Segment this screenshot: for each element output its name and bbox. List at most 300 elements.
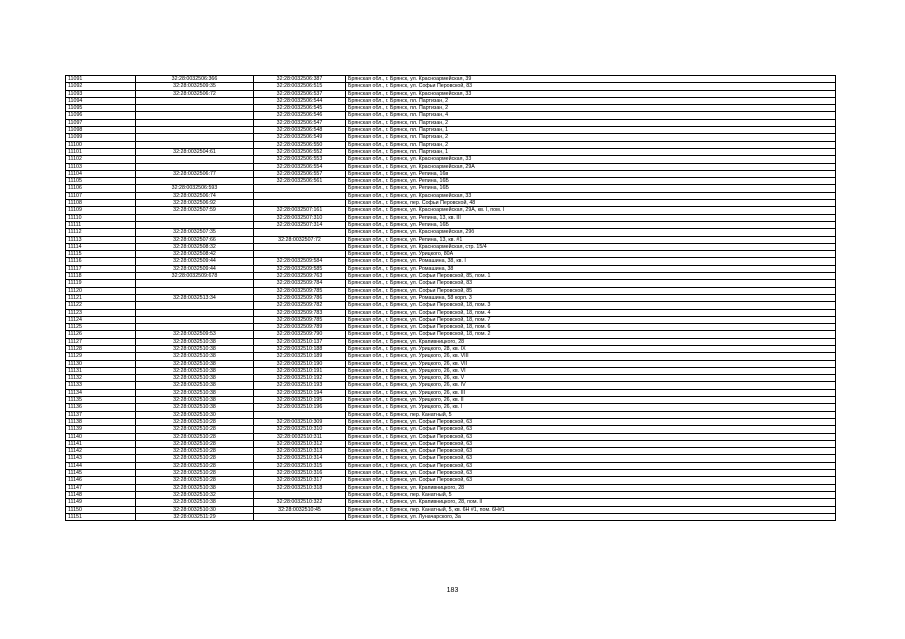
row-number-cell: 11126	[66, 331, 136, 338]
table-row	[66, 448, 836, 455]
building-cadastral-number-cell: 32:28:0032510:190	[254, 360, 346, 367]
land-cadastral-number-cell: 32:28:0032510:38	[136, 353, 254, 360]
table-row	[66, 360, 836, 367]
land-cadastral-number-cell: 32:28:0032510:28	[136, 455, 254, 462]
table-row	[66, 375, 836, 382]
land-cadastral-number-cell: 32:28:0032506:92	[136, 200, 254, 207]
land-cadastral-number-cell: 32:28:0032510:38	[136, 338, 254, 345]
land-cadastral-number-cell: 32:28:0032506:593	[136, 185, 254, 192]
building-cadastral-number-cell: 32:28:0032510:316	[254, 470, 346, 477]
building-cadastral-number-cell: 32:28:0032510:189	[254, 353, 346, 360]
row-number-cell: 11127	[66, 338, 136, 345]
address-cell: Брянская обл., г. Брянск, пер. Софьи Перовской, 48	[346, 200, 836, 207]
address-cell: Брянская обл., г. Брянск, ул. Софьи Перовской, 63	[346, 470, 836, 477]
building-cadastral-number-cell: 32:28:0032510:322	[254, 499, 346, 506]
building-cadastral-number-cell: 32:28:0032507:314	[254, 221, 346, 228]
address-cell: Брянская обл., г. Брянск, ул. Софьи Перовской, 18, пом. 2	[346, 331, 836, 338]
land-cadastral-number-cell: 32:28:0032513:34	[136, 294, 254, 301]
row-number-cell: 11102	[66, 156, 136, 163]
row-number-cell: 11097	[66, 119, 136, 126]
building-cadastral-number-cell	[254, 411, 346, 418]
row-number-cell: 11094	[66, 97, 136, 104]
land-cadastral-number-cell: 32:28:0032510:30	[136, 411, 254, 418]
building-cadastral-number-cell: 32:28:0032506:546	[254, 112, 346, 119]
table-row	[66, 484, 836, 491]
table-row	[66, 236, 836, 243]
table-row	[66, 397, 836, 404]
row-number-cell: 11096	[66, 112, 136, 119]
building-cadastral-number-cell: 32:28:0032509:782	[254, 302, 346, 309]
table-row	[66, 309, 836, 316]
table-row	[66, 433, 836, 440]
building-cadastral-number-cell: 32:28:0032510:313	[254, 448, 346, 455]
table-row	[66, 418, 836, 425]
building-cadastral-number-cell: 32:28:0032510:194	[254, 389, 346, 396]
row-number-cell: 11101	[66, 148, 136, 155]
address-cell: Брянская обл., г. Брянск, ул. Софьи Перовской, 63	[346, 455, 836, 462]
land-cadastral-number-cell: 32:28:0032509:35	[136, 83, 254, 90]
row-number-cell: 11135	[66, 397, 136, 404]
table-row	[66, 353, 836, 360]
building-cadastral-number-cell: 32:28:0032506:544	[254, 97, 346, 104]
table-row	[66, 83, 836, 90]
building-cadastral-number-cell: 32:28:0032509:786	[254, 294, 346, 301]
land-cadastral-number-cell: 32:28:0032508:32	[136, 243, 254, 250]
land-cadastral-number-cell: 32:28:0032509:44	[136, 265, 254, 272]
building-cadastral-number-cell: 32:28:0032510:309	[254, 418, 346, 425]
address-cell: Брянская обл., г. Брянск, ул. Софьи Перовской, 63	[346, 477, 836, 484]
land-cadastral-number-cell: 32:28:0032510:28	[136, 470, 254, 477]
address-cell: Брянская обл., г. Брянск, ул. Репина, 13, кв. III	[346, 214, 836, 221]
row-number-cell: 11149	[66, 499, 136, 506]
address-cell: Брянская обл., г. Брянск, ул. Репина, 16Б	[346, 178, 836, 185]
table-row	[66, 214, 836, 221]
row-number-cell: 11095	[66, 105, 136, 112]
land-cadastral-number-cell: 32:28:0032504:61	[136, 148, 254, 155]
row-number-cell: 11139	[66, 426, 136, 433]
address-cell: Брянская обл., г. Брянск, ул. Софьи Перовской, 18, пом. 6	[346, 324, 836, 331]
building-cadastral-number-cell: 32:28:0032506:550	[254, 141, 346, 148]
address-cell: Брянская обл., г. Брянск, ул. Софьи Перовской, 63	[346, 433, 836, 440]
row-number-cell: 11106	[66, 185, 136, 192]
row-number-cell: 11146	[66, 477, 136, 484]
row-number-cell: 11118	[66, 273, 136, 280]
row-number-cell: 11098	[66, 127, 136, 134]
address-cell: Брянская обл., г. Брянск, ул. Урицкого, 26, кв. VI	[346, 367, 836, 374]
building-cadastral-number-cell: 32:28:0032506:515	[254, 83, 346, 90]
table-row	[66, 513, 836, 520]
row-number-cell: 11133	[66, 382, 136, 389]
row-number-cell: 11105	[66, 178, 136, 185]
table-row	[66, 455, 836, 462]
table-row	[66, 338, 836, 345]
address-cell: Брянская обл., г. Брянск, пл. Партизан, 1	[346, 148, 836, 155]
row-number-cell: 11110	[66, 214, 136, 221]
address-cell: Брянская обл., г. Брянск, ул. Ромашина, 38, кв. I	[346, 258, 836, 265]
row-number-cell: 11119	[66, 280, 136, 287]
address-cell: Брянская обл., г. Брянск, пл. Партизан, 2	[346, 119, 836, 126]
land-cadastral-number-cell	[136, 221, 254, 228]
address-cell: Брянская обл., г. Брянск, ул. Красноармейская, 29б	[346, 229, 836, 236]
land-cadastral-number-cell: 32:28:0032507:59	[136, 207, 254, 214]
address-cell: Брянская обл., г. Брянск, ул. Урицкого, 26, кв. III	[346, 389, 836, 396]
table-row	[66, 411, 836, 418]
table-row	[66, 192, 836, 199]
table-row	[66, 331, 836, 338]
address-cell: Брянская обл., г. Брянск, пл. Партизан, 2	[346, 141, 836, 148]
table-row	[66, 156, 836, 163]
table-row	[66, 345, 836, 352]
land-cadastral-number-cell: 32:28:0032510:32	[136, 491, 254, 498]
land-cadastral-number-cell: 32:28:0032510:38	[136, 499, 254, 506]
land-cadastral-number-cell	[136, 156, 254, 163]
land-cadastral-number-cell: 32:28:0032508:42	[136, 251, 254, 258]
table-row	[66, 389, 836, 396]
row-number-cell: 11093	[66, 90, 136, 97]
building-cadastral-number-cell: 32:28:0032510:315	[254, 462, 346, 469]
address-cell: Брянская обл., г. Брянск, ул. Луначарского, 3а	[346, 513, 836, 520]
table-row	[66, 302, 836, 309]
row-number-cell: 11104	[66, 170, 136, 177]
building-cadastral-number-cell: 32:28:0032509:785	[254, 316, 346, 323]
address-cell: Брянская обл., г. Брянск, ул. Софьи Перовской, 18, пом. 7	[346, 316, 836, 323]
land-cadastral-number-cell	[136, 105, 254, 112]
address-cell: Брянская обл., г. Брянск, ул. Репина, 16Б	[346, 221, 836, 228]
row-number-cell: 11132	[66, 375, 136, 382]
building-cadastral-number-cell: 32:28:0032507:310	[254, 214, 346, 221]
row-number-cell: 11125	[66, 324, 136, 331]
building-cadastral-number-cell: 32:28:0032510:318	[254, 484, 346, 491]
building-cadastral-number-cell	[254, 491, 346, 498]
land-cadastral-number-cell	[136, 309, 254, 316]
row-number-cell: 11138	[66, 418, 136, 425]
row-number-cell: 11117	[66, 265, 136, 272]
table-row	[66, 207, 836, 214]
page-number: 183	[446, 587, 459, 594]
row-number-cell: 11151	[66, 513, 136, 520]
address-cell: Брянская обл., г. Брянск, ул. Урицкого, 26, кв. II	[346, 397, 836, 404]
address-cell: Брянская обл., г. Брянск, пер. Канатный, 5	[346, 491, 836, 498]
table-row	[66, 170, 836, 177]
land-cadastral-number-cell: 32:28:0032510:38	[136, 345, 254, 352]
table-row	[66, 243, 836, 250]
land-cadastral-number-cell: 32:28:0032509:53	[136, 331, 254, 338]
building-cadastral-number-cell: 32:28:0032506:553	[254, 156, 346, 163]
land-cadastral-number-cell: 32:28:0032510:38	[136, 389, 254, 396]
table-row	[66, 462, 836, 469]
address-cell: Брянская обл., г. Брянск, ул. Софьи Перовской, 83	[346, 280, 836, 287]
table-row	[66, 200, 836, 207]
row-number-cell: 11100	[66, 141, 136, 148]
address-cell: Брянская обл., г. Брянск, пл. Партизан, 2	[346, 97, 836, 104]
row-number-cell: 11122	[66, 302, 136, 309]
land-cadastral-number-cell	[136, 127, 254, 134]
address-cell: Брянская обл., г. Брянск, ул. Софьи Перовской, 63	[346, 440, 836, 447]
land-cadastral-number-cell	[136, 280, 254, 287]
land-cadastral-number-cell: 32:28:0032510:28	[136, 426, 254, 433]
row-number-cell: 11134	[66, 389, 136, 396]
row-number-cell: 11092	[66, 83, 136, 90]
building-cadastral-number-cell: 32:28:0032506:547	[254, 119, 346, 126]
table-row	[66, 119, 836, 126]
address-cell: Брянская обл., г. Брянск, ул. Крапивницкого, 28	[346, 338, 836, 345]
address-cell: Брянская обл., г. Брянск, ул. Красноармейская, стр. 15/4	[346, 243, 836, 250]
land-cadastral-number-cell: 32:28:0032510:38	[136, 375, 254, 382]
row-number-cell: 11103	[66, 163, 136, 170]
address-cell: Брянская обл., г. Брянск, ул. Репина, 13, кв. #1	[346, 236, 836, 243]
address-cell: Брянская обл., г. Брянск, ул. Красноармейская, 33	[346, 90, 836, 97]
table-row	[66, 491, 836, 498]
building-cadastral-number-cell: 32:28:0032509:763	[254, 273, 346, 280]
address-cell: Брянская обл., г. Брянск, ул. Софьи Перовской, 63	[346, 462, 836, 469]
building-cadastral-number-cell: 32:28:0032506:548	[254, 127, 346, 134]
building-cadastral-number-cell	[254, 251, 346, 258]
row-number-cell: 11129	[66, 353, 136, 360]
land-cadastral-number-cell: 32:28:0032510:28	[136, 462, 254, 469]
table-row	[66, 477, 836, 484]
table-row	[66, 273, 836, 280]
table-row	[66, 105, 836, 112]
land-cadastral-number-cell	[136, 141, 254, 148]
land-cadastral-number-cell	[136, 178, 254, 185]
table-row	[66, 258, 836, 265]
table-row	[66, 265, 836, 272]
land-cadastral-number-cell: 32:28:0032507:66	[136, 236, 254, 243]
table-row	[66, 426, 836, 433]
land-cadastral-number-cell	[136, 302, 254, 309]
building-cadastral-number-cell: 32:28:0032506:545	[254, 105, 346, 112]
land-cadastral-number-cell: 32:28:0032506:72	[136, 90, 254, 97]
row-number-cell: 11150	[66, 506, 136, 513]
building-cadastral-number-cell: 32:28:0032507:72	[254, 236, 346, 243]
land-cadastral-number-cell	[136, 119, 254, 126]
address-cell: Брянская обл., г. Брянск, ул. Красноармейская, 33	[346, 156, 836, 163]
building-cadastral-number-cell: 32:28:0032510:45	[254, 506, 346, 513]
table-row	[66, 148, 836, 155]
row-number-cell: 11123	[66, 309, 136, 316]
address-cell: Брянская обл., г. Брянск, ул. Крапивницкого, 28	[346, 484, 836, 491]
row-number-cell: 11112	[66, 229, 136, 236]
address-cell: Брянская обл., г. Брянск, пл. Партизан, 2	[346, 105, 836, 112]
table-row	[66, 280, 836, 287]
building-cadastral-number-cell: 32:28:0032510:314	[254, 455, 346, 462]
building-cadastral-number-cell: 32:28:0032510:137	[254, 338, 346, 345]
address-cell: Брянская обл., г. Брянск, ул. Урицкого, 26, кв. IV	[346, 382, 836, 389]
table-row	[66, 404, 836, 411]
row-number-cell: 11137	[66, 411, 136, 418]
table-row	[66, 506, 836, 513]
land-cadastral-number-cell: 32:28:0032507:35	[136, 229, 254, 236]
building-cadastral-number-cell: 32:28:0032509:790	[254, 331, 346, 338]
building-cadastral-number-cell: 32:28:0032506:387	[254, 76, 346, 83]
address-cell: Брянская обл., г. Брянск, ул. Крапивницкого, 28, пом. II	[346, 499, 836, 506]
building-cadastral-number-cell: 32:28:0032506:557	[254, 170, 346, 177]
table-row	[66, 112, 836, 119]
land-cadastral-number-cell	[136, 324, 254, 331]
building-cadastral-number-cell: 32:28:0032509:584	[254, 258, 346, 265]
building-cadastral-number-cell	[254, 192, 346, 199]
address-cell: Брянская обл., г. Брянск, ул. Репина, 16Б	[346, 185, 836, 192]
address-cell: Брянская обл., г. Брянск, ул. Софьи Перовской, 83	[346, 83, 836, 90]
row-number-cell: 11142	[66, 448, 136, 455]
building-cadastral-number-cell: 32:28:0032506:549	[254, 134, 346, 141]
land-cadastral-number-cell: 32:28:0032510:38	[136, 382, 254, 389]
row-number-cell: 11099	[66, 134, 136, 141]
building-cadastral-number-cell	[254, 513, 346, 520]
row-number-cell: 11136	[66, 404, 136, 411]
building-cadastral-number-cell	[254, 185, 346, 192]
building-cadastral-number-cell: 32:28:0032509:789	[254, 324, 346, 331]
land-cadastral-number-cell: 32:28:0032506:366	[136, 76, 254, 83]
address-cell: Брянская обл., г. Брянск, ул. Урицкого, 26, кв. VII	[346, 360, 836, 367]
land-cadastral-number-cell: 32:28:0032511:29	[136, 513, 254, 520]
building-cadastral-number-cell: 32:28:0032510:312	[254, 440, 346, 447]
row-number-cell: 11108	[66, 200, 136, 207]
land-cadastral-number-cell: 32:28:0032506:77	[136, 170, 254, 177]
table-row	[66, 470, 836, 477]
table-row	[66, 141, 836, 148]
building-cadastral-number-cell: 32:28:0032510:188	[254, 345, 346, 352]
building-cadastral-number-cell: 32:28:0032510:192	[254, 375, 346, 382]
address-cell: Брянская обл., г. Брянск, ул. Урицкого, 26, кв. VIII	[346, 353, 836, 360]
table-row	[66, 294, 836, 301]
address-cell: Брянская обл., г. Брянск, ул. Софьи Перовской, 85	[346, 287, 836, 294]
table-row	[66, 440, 836, 447]
building-cadastral-number-cell: 32:28:0032506:561	[254, 178, 346, 185]
row-number-cell: 11109	[66, 207, 136, 214]
table-row	[66, 382, 836, 389]
land-cadastral-number-cell: 32:28:0032506:74	[136, 192, 254, 199]
row-number-cell: 11148	[66, 491, 136, 498]
land-cadastral-number-cell: 32:28:0032510:38	[136, 404, 254, 411]
building-cadastral-number-cell: 32:28:0032509:784	[254, 280, 346, 287]
table-row	[66, 97, 836, 104]
address-cell: Брянская обл., г. Брянск, ул. Ромашина, 38	[346, 265, 836, 272]
row-number-cell: 11131	[66, 367, 136, 374]
land-cadastral-number-cell: 32:28:0032510:28	[136, 418, 254, 425]
address-cell: Брянская обл., г. Брянск, ул. Урицкого, 28, кв. IX	[346, 345, 836, 352]
address-cell: Брянская обл., г. Брянск, ул. Красноармейская, 29А	[346, 163, 836, 170]
address-cell: Брянская обл., г. Брянск, ул. Ромашина, 58 корп. 3	[346, 294, 836, 301]
address-cell: Брянская обл., г. Брянск, ул. Репина, 16в	[346, 170, 836, 177]
land-cadastral-number-cell: 32:28:0032510:30	[136, 506, 254, 513]
address-cell: Брянская обл., г. Брянск, пер. Канатный, 5	[346, 411, 836, 418]
building-cadastral-number-cell: 32:28:0032510:195	[254, 397, 346, 404]
row-number-cell: 11107	[66, 192, 136, 199]
table-row	[66, 499, 836, 506]
address-cell: Брянская обл., г. Брянск, ул. Красноармейская, 29А, кв. I, пом. I	[346, 207, 836, 214]
address-cell: Брянская обл., г. Брянск, ул. Красноармейская, 39	[346, 76, 836, 83]
address-cell: Брянская обл., г. Брянск, ул. Софьи Перовской, 85, пом. 1	[346, 273, 836, 280]
land-cadastral-number-cell: 32:28:0032509:44	[136, 258, 254, 265]
register-table-body	[66, 76, 836, 521]
address-cell: Брянская обл., г. Брянск, пл. Партизан, 4	[346, 112, 836, 119]
row-number-cell: 11147	[66, 484, 136, 491]
building-cadastral-number-cell	[254, 229, 346, 236]
table-row	[66, 367, 836, 374]
address-cell: Брянская обл., г. Брянск, ул. Урицкого, 80А	[346, 251, 836, 258]
table-row	[66, 178, 836, 185]
table-row	[66, 163, 836, 170]
address-cell: Брянская обл., г. Брянск, пер. Канатный, 5, кв. 6Н #1, пом. 6Н#1	[346, 506, 836, 513]
building-cadastral-number-cell: 32:28:0032509:585	[254, 265, 346, 272]
row-number-cell: 11143	[66, 455, 136, 462]
table-row	[66, 134, 836, 141]
table-row	[66, 251, 836, 258]
building-cadastral-number-cell: 32:28:0032510:311	[254, 433, 346, 440]
table-row	[66, 287, 836, 294]
building-cadastral-number-cell: 32:28:0032506:537	[254, 90, 346, 97]
land-cadastral-number-cell	[136, 316, 254, 323]
row-number-cell: 11144	[66, 462, 136, 469]
land-cadastral-number-cell	[136, 97, 254, 104]
land-cadastral-number-cell: 32:28:0032510:38	[136, 367, 254, 374]
land-cadastral-number-cell: 32:28:0032510:28	[136, 433, 254, 440]
row-number-cell: 11091	[66, 76, 136, 83]
address-cell: Брянская обл., г. Брянск, ул. Красноармейская, 33	[346, 192, 836, 199]
address-cell: Брянская обл., г. Брянск, ул. Софьи Перовской, 63	[346, 426, 836, 433]
row-number-cell: 11115	[66, 251, 136, 258]
building-cadastral-number-cell: 32:28:0032510:196	[254, 404, 346, 411]
building-cadastral-number-cell: 32:28:0032506:554	[254, 163, 346, 170]
building-cadastral-number-cell: 32:28:0032509:785	[254, 287, 346, 294]
land-cadastral-number-cell	[136, 163, 254, 170]
address-cell: Брянская обл., г. Брянск, ул. Софьи Перовской, 63	[346, 448, 836, 455]
land-cadastral-number-cell	[136, 214, 254, 221]
address-cell: Брянская обл., г. Брянск, пл. Партизан, 2	[346, 134, 836, 141]
table-row	[66, 127, 836, 134]
address-cell: Брянская обл., г. Брянск, ул. Софьи Перовской, 18, пом. 4	[346, 309, 836, 316]
land-cadastral-number-cell: 32:28:0032510:38	[136, 484, 254, 491]
land-cadastral-number-cell: 32:28:0032510:38	[136, 397, 254, 404]
row-number-cell: 11114	[66, 243, 136, 250]
land-cadastral-number-cell: 32:28:0032510:28	[136, 448, 254, 455]
address-cell: Брянская обл., г. Брянск, пл. Партизан, 1	[346, 127, 836, 134]
building-cadastral-number-cell: 32:28:0032510:317	[254, 477, 346, 484]
land-cadastral-number-cell: 32:28:0032509:678	[136, 273, 254, 280]
land-cadastral-number-cell	[136, 287, 254, 294]
table-row	[66, 76, 836, 83]
table-row	[66, 316, 836, 323]
address-cell: Брянская обл., г. Брянск, ул. Софьи Перовской, 63	[346, 418, 836, 425]
building-cadastral-number-cell: 32:28:0032506:552	[254, 148, 346, 155]
land-cadastral-number-cell: 32:28:0032510:28	[136, 477, 254, 484]
building-cadastral-number-cell: 32:28:0032510:310	[254, 426, 346, 433]
table-row	[66, 229, 836, 236]
row-number-cell: 11140	[66, 433, 136, 440]
building-cadastral-number-cell: 32:28:0032507:161	[254, 207, 346, 214]
row-number-cell: 11111	[66, 221, 136, 228]
building-cadastral-number-cell: 32:28:0032510:193	[254, 382, 346, 389]
land-cadastral-number-cell: 32:28:0032510:28	[136, 440, 254, 447]
building-cadastral-number-cell: 32:28:0032509:783	[254, 309, 346, 316]
table-row	[66, 90, 836, 97]
address-cell: Брянская обл., г. Брянск, ул. Урицкого, 26, кв. I	[346, 404, 836, 411]
row-number-cell: 11145	[66, 470, 136, 477]
row-number-cell: 11113	[66, 236, 136, 243]
land-cadastral-number-cell	[136, 112, 254, 119]
land-cadastral-number-cell	[136, 134, 254, 141]
land-cadastral-number-cell: 32:28:0032510:38	[136, 360, 254, 367]
table-row	[66, 185, 836, 192]
building-cadastral-number-cell: 32:28:0032510:191	[254, 367, 346, 374]
row-number-cell: 11141	[66, 440, 136, 447]
row-number-cell: 11116	[66, 258, 136, 265]
building-cadastral-number-cell	[254, 200, 346, 207]
row-number-cell: 11128	[66, 345, 136, 352]
cadastral-register-table	[65, 75, 836, 521]
row-number-cell: 11120	[66, 287, 136, 294]
